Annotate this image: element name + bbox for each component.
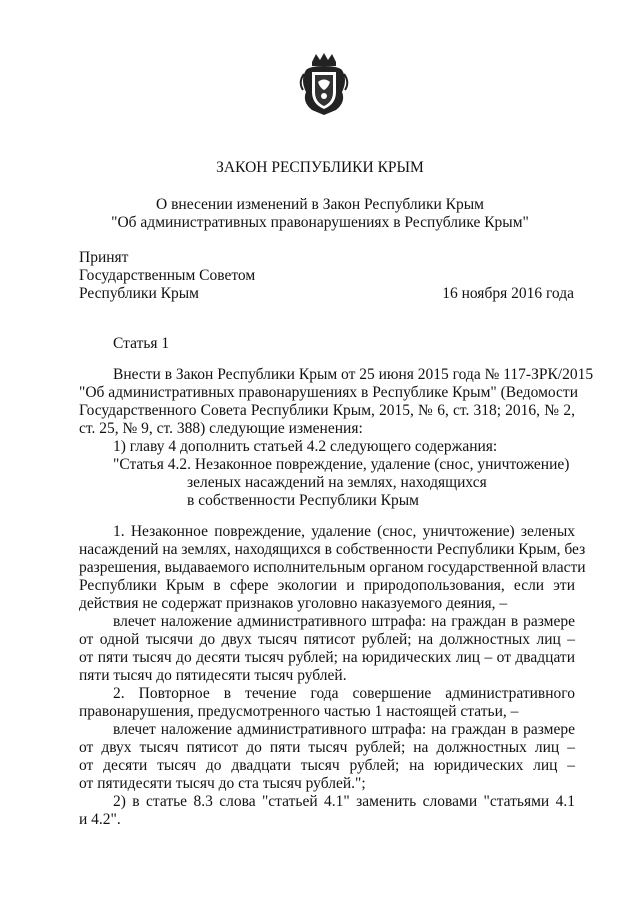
adoption-line-1: Принят: [79, 249, 129, 266]
body-line: насаждений на землях, находящихся в собственности Республики Крым, без: [79, 541, 586, 558]
body-line: от одной тысячи до двух тысяч пятисот рублей; на должностных лиц –: [79, 631, 575, 648]
body-line: "Статья 4.2. Незаконное повреждение, удаление (снос, уничтожение): [113, 456, 570, 473]
body-line: ст. 25, № 9, ст. 388) следующие изменения:: [79, 420, 363, 437]
body-line: "Об административных правонарушениях в Республике Крым" (Ведомости: [79, 384, 578, 401]
adoption-date: 16 ноября 2016 года: [442, 285, 574, 302]
coat-of-arms-emblem: [298, 52, 350, 116]
body-line: Республики Крым в сфере экологии и природопользования, если эти: [79, 577, 575, 594]
law-title: ЗАКОН РЕСПУБЛИКИ КРЫМ: [216, 159, 424, 176]
body-line: и 4.2".: [79, 811, 121, 828]
article-heading: Статья 1: [113, 335, 170, 352]
adoption-line-2: Государственным Советом: [79, 267, 256, 284]
body-line: 1. Незаконное повреждение, удаление (снос, уничтожение) зеленых: [113, 523, 575, 540]
law-subtitle-line-2: "Об административных правонарушениях в Республике Крым": [111, 214, 529, 231]
body-line: от десяти тысяч до двадцати тысяч рублей; на юридических лиц –: [79, 757, 575, 774]
adoption-line-3: Республики Крым: [79, 285, 199, 302]
body-line: Государственного Совета Республики Крым, 2015, № 6, ст. 318; 2016, № 2,: [79, 402, 575, 419]
body-line: разрешения, выдаваемого исполнительным органом государственной власти: [79, 559, 586, 576]
body-line: 2) в статье 8.3 слова "статьей 4.1" заменить словами "статьями 4.1: [113, 793, 575, 810]
body-line: влечет наложение административного штрафа: на граждан в размере: [113, 613, 575, 630]
body-line: от пятидесяти тысяч до ста тысяч рублей.";: [79, 775, 366, 792]
body-line: 2. Повторное в течение года совершение административного: [113, 685, 575, 702]
body-line: пяти тысяч до пятидесяти тысяч рублей.: [79, 667, 347, 684]
body-line: правонарушения, предусмотренного частью 1 настоящей статьи, –: [79, 703, 519, 720]
law-subtitle-line-1: О внесении изменений в Закон Республики Крым: [156, 196, 484, 213]
body-line: Внести в Закон Республики Крым от 25 июня 2015 года № 117-ЗРК/2015: [113, 366, 594, 383]
body-line: влечет наложение административного штрафа: на граждан в размере: [113, 721, 575, 738]
body-line: зеленых насаждений на землях, находящихся: [187, 474, 487, 491]
body-line: от пяти тысяч до десяти тысяч рублей; на юридических лиц – от двадцати: [79, 649, 575, 666]
body-line: 1) главу 4 дополнить статьей 4.2 следующего содержания:: [113, 438, 498, 455]
body-line: в собственности Республики Крым: [187, 492, 419, 509]
body-line: действия не содержат признаков уголовно наказуемого деяния, –: [79, 595, 508, 612]
body-line: от двух тысяч пятисот до пяти тысяч рублей; на должностных лиц –: [79, 739, 575, 756]
